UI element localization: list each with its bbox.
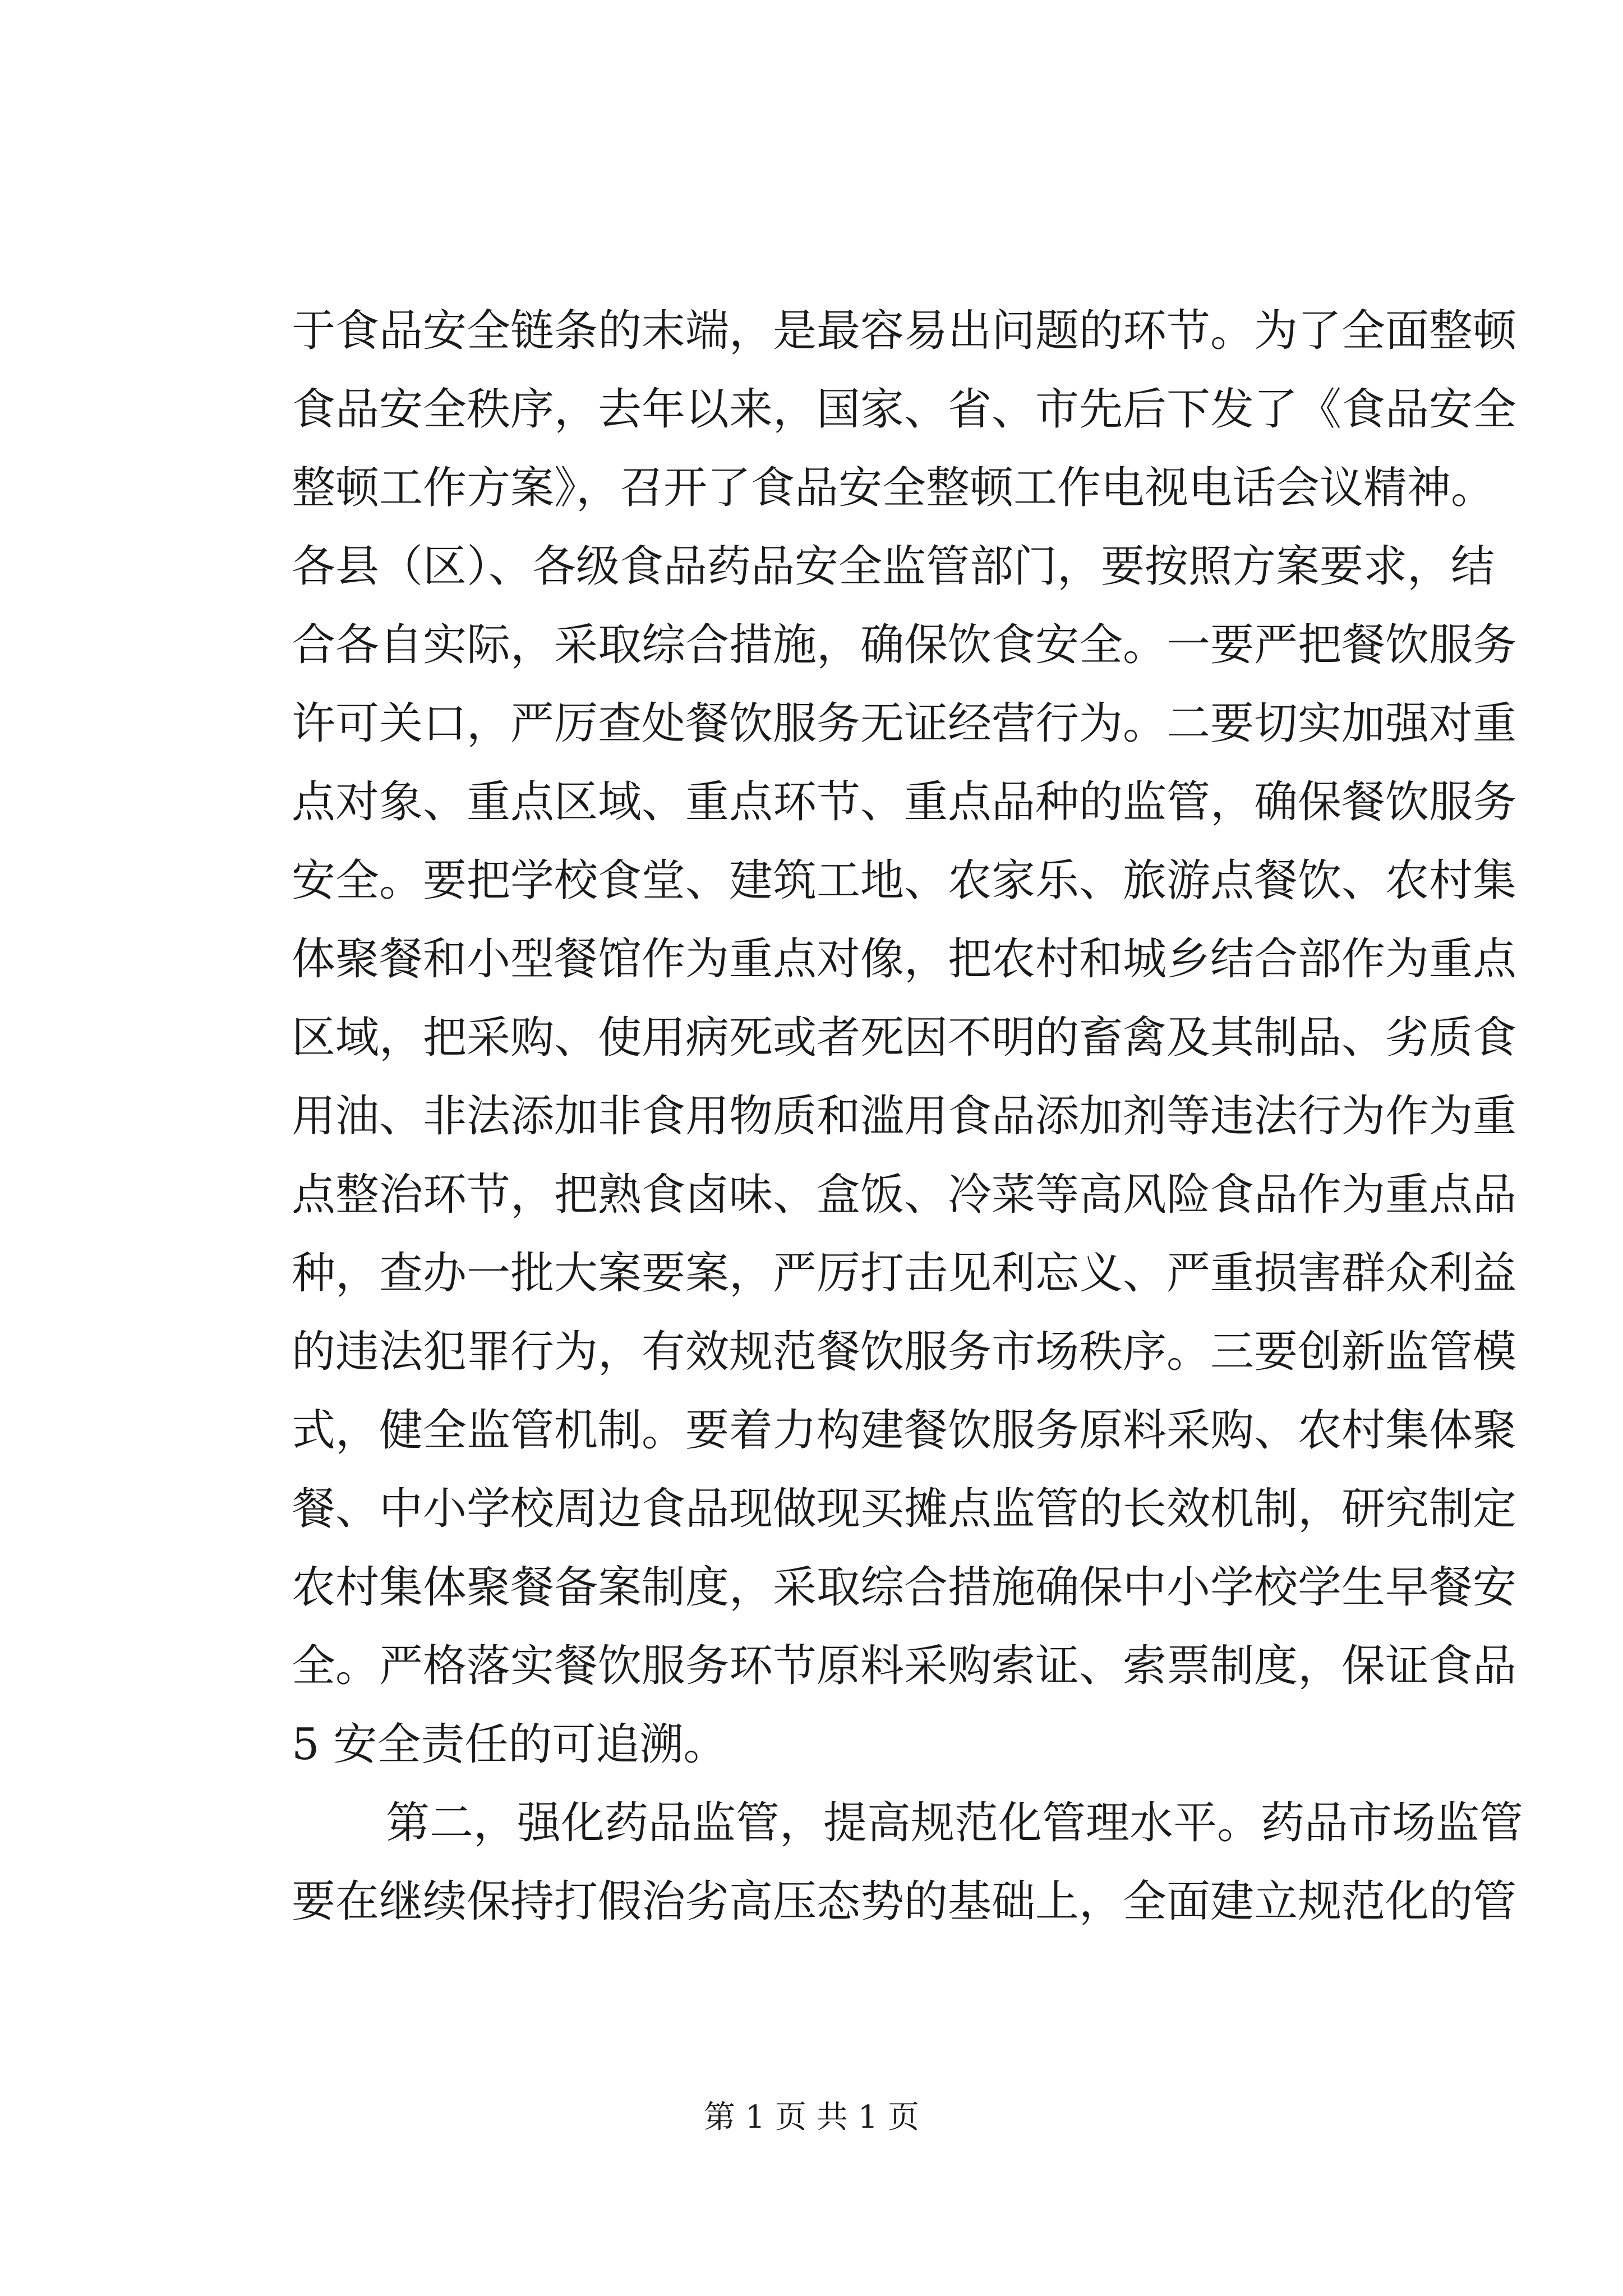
text-line: 要在继续保持打假治劣高压态势的基础上，全面建立规范化的管	[292, 1876, 1517, 1927]
text-line: 体聚餐和小型餐馆作为重点对像，把农村和城乡结合部作为重点	[292, 934, 1517, 984]
text-line: 农村集体聚餐备案制度，采取综合措施确保中小学校学生早餐安	[292, 1562, 1517, 1613]
text-line: 5 安全责任的可追溯。	[292, 1719, 727, 1770]
text-line: 安全。要把学校食堂、建筑工地、农家乐、旅游点餐饮、农村集	[292, 855, 1517, 906]
page-footer	[0, 2095, 1623, 2140]
text-line: 于食品安全链条的末端，是最容易出问题的环节。为了全面整顿	[292, 306, 1517, 356]
page-number: 第 1 页 共 1 页	[703, 2099, 920, 2136]
paragraph-2	[292, 1784, 1524, 1941]
paragraph-1	[292, 292, 1517, 1784]
text-line: 点对象、重点区域、重点环节、重点品种的监管，确保餐饮服务	[292, 777, 1517, 827]
text-line: 的违法犯罪行为，有效规范餐饮服务市场秩序。三要创新监管模	[292, 1327, 1517, 1377]
text-line: 合各自实际，采取综合措施，确保饮食安全。一要严把餐饮服务	[292, 620, 1517, 670]
text-line: 点整治环节，把熟食卤味、盒饭、冷菜等高风险食品作为重点品	[292, 1170, 1517, 1220]
text-line: 种，查办一批大案要案，严厉打击见利忘义、严重损害群众利益	[292, 1248, 1517, 1299]
body-text	[292, 292, 1524, 1941]
text-line: 各县（区）、各级食品药品安全监管部门，要按照方案要求，结	[292, 541, 1495, 592]
text-line: 区域，把采购、使用病死或者死因不明的畜禽及其制品、劣质食	[292, 1013, 1517, 1063]
text-line: 第二，强化药品监管，提高规范化管理水平。药品市场监管	[386, 1798, 1524, 1848]
text-line: 全。严格落实餐饮服务环节原料采购索证、索票制度，保证食品	[292, 1641, 1517, 1691]
text-line: 餐、中小学校周边食品现做现买摊点监管的长效机制，研究制定	[292, 1484, 1517, 1534]
text-line: 食品安全秩序，去年以来，国家、省、市先后下发了《食品安全	[292, 384, 1517, 435]
text-line: 整顿工作方案》，召开了食品安全整顿工作电视电话会议精神。	[292, 463, 1495, 513]
text-line: 式，健全监管机制。要着力构建餐饮服务原料采购、农村集体聚	[292, 1405, 1517, 1456]
text-line: 用油、非法添加非食用物质和滥用食品添加剂等违法行为作为重	[292, 1091, 1517, 1142]
text-line: 许可关口，严厉查处餐饮服务无证经营行为。二要切实加强对重	[292, 698, 1517, 749]
